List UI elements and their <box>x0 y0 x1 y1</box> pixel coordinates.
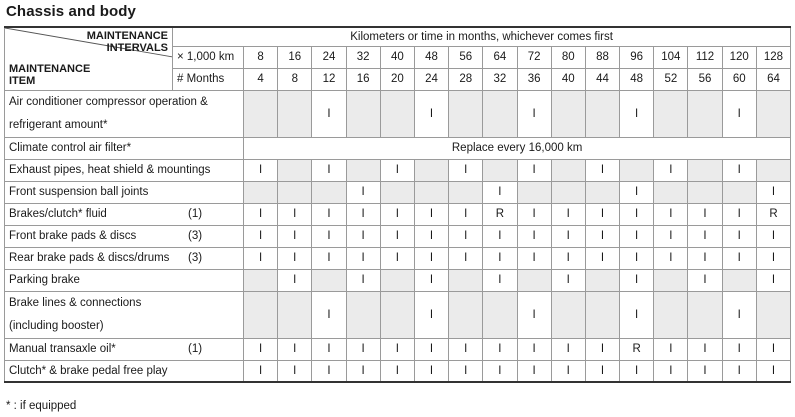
maintenance-item-name: Front brake pads & discs (3) <box>5 225 244 247</box>
schedule-cell: I <box>380 225 414 247</box>
schedule-cell: I <box>517 159 551 181</box>
schedule-cell <box>380 269 414 291</box>
schedule-cell <box>688 291 722 338</box>
schedule-cell <box>483 291 517 338</box>
schedule-cell <box>278 291 312 338</box>
schedule-cell: I <box>278 269 312 291</box>
schedule-cell: I <box>244 203 278 225</box>
schedule-cell <box>414 181 448 203</box>
schedule-cell: I <box>585 360 619 382</box>
maintenance-item-name: Climate control air filter* <box>5 137 244 159</box>
schedule-cell <box>380 181 414 203</box>
km-interval-cell: 120 <box>722 46 756 68</box>
schedule-cell <box>551 291 585 338</box>
interval-span-note: Replace every 16,000 km <box>244 137 791 159</box>
km-interval-cell: 96 <box>620 46 654 68</box>
schedule-cell: R <box>620 338 654 360</box>
schedule-cell <box>517 181 551 203</box>
table-row <box>5 159 791 181</box>
months-interval-cell: 36 <box>517 68 551 90</box>
schedule-cell: I <box>483 225 517 247</box>
schedule-cell <box>244 269 278 291</box>
schedule-cell: I <box>380 247 414 269</box>
schedule-cell: I <box>688 225 722 247</box>
maintenance-item-name: Air conditioner compressor operation & refrigerant amount* <box>5 90 244 137</box>
schedule-cell: I <box>654 247 688 269</box>
item-note-reference: (3) <box>188 230 203 242</box>
schedule-cell: I <box>414 225 448 247</box>
item-note-reference: (1) <box>188 343 203 355</box>
table-row <box>5 291 791 338</box>
table-row <box>5 181 791 203</box>
months-interval-cell: 48 <box>620 68 654 90</box>
schedule-cell <box>585 269 619 291</box>
schedule-cell: I <box>585 225 619 247</box>
km-interval-cell: 32 <box>346 46 380 68</box>
schedule-cell: I <box>620 360 654 382</box>
schedule-cell: I <box>654 225 688 247</box>
km-interval-cell: 128 <box>756 46 790 68</box>
schedule-cell: I <box>654 203 688 225</box>
schedule-cell: I <box>414 291 448 338</box>
schedule-cell <box>551 159 585 181</box>
schedule-cell: I <box>688 247 722 269</box>
schedule-cell <box>483 90 517 137</box>
item-note-reference: (3) <box>188 252 203 264</box>
schedule-cell: I <box>244 225 278 247</box>
table-row <box>5 137 791 159</box>
km-interval-cell: 24 <box>312 46 346 68</box>
schedule-cell: I <box>414 360 448 382</box>
schedule-cell <box>244 90 278 137</box>
schedule-cell <box>551 181 585 203</box>
schedule-cell: I <box>346 247 380 269</box>
schedule-cell: I <box>244 247 278 269</box>
interval-span-title: Kilometers or time in months, whichever comes first <box>173 27 791 46</box>
schedule-cell <box>312 181 346 203</box>
schedule-cell: I <box>380 203 414 225</box>
schedule-cell: I <box>585 247 619 269</box>
schedule-cell: I <box>722 247 756 269</box>
schedule-cell: I <box>620 90 654 137</box>
schedule-cell: I <box>654 159 688 181</box>
km-interval-cell: 16 <box>278 46 312 68</box>
schedule-cell: I <box>380 159 414 181</box>
schedule-cell: I <box>483 338 517 360</box>
schedule-cell: I <box>620 269 654 291</box>
months-interval-cell: 40 <box>551 68 585 90</box>
schedule-cell: I <box>346 181 380 203</box>
maintenance-item-name: Brake lines & connections (including booster) <box>5 291 244 338</box>
schedule-cell: I <box>312 247 346 269</box>
maintenance-item-label: MAINTENANCE ITEM <box>9 62 91 87</box>
schedule-cell: I <box>756 225 790 247</box>
km-interval-cell: 48 <box>414 46 448 68</box>
schedule-cell: I <box>278 360 312 382</box>
months-interval-cell: 28 <box>449 68 483 90</box>
schedule-cell <box>756 159 790 181</box>
maintenance-intervals-label: MAINTENANCE INTERVALS <box>86 30 168 54</box>
table-row <box>5 203 791 225</box>
schedule-cell: I <box>449 247 483 269</box>
schedule-cell: I <box>449 338 483 360</box>
schedule-cell: I <box>688 360 722 382</box>
km-interval-cell: 40 <box>380 46 414 68</box>
schedule-cell: I <box>312 90 346 137</box>
schedule-cell <box>312 269 346 291</box>
schedule-cell: I <box>756 247 790 269</box>
schedule-cell: I <box>551 338 585 360</box>
schedule-cell: I <box>654 338 688 360</box>
schedule-cell <box>278 90 312 137</box>
schedule-cell: I <box>722 338 756 360</box>
schedule-cell <box>517 269 551 291</box>
schedule-cell: I <box>380 338 414 360</box>
schedule-cell <box>483 159 517 181</box>
section-title: Chassis and body <box>6 3 136 20</box>
table-row <box>5 338 791 360</box>
schedule-cell: I <box>551 360 585 382</box>
schedule-cell: I <box>312 338 346 360</box>
schedule-cell: I <box>483 181 517 203</box>
schedule-cell <box>244 181 278 203</box>
months-interval-cell: 8 <box>278 68 312 90</box>
schedule-cell: I <box>414 90 448 137</box>
schedule-cell: I <box>688 338 722 360</box>
schedule-cell: I <box>654 360 688 382</box>
maintenance-item-name: Parking brake <box>5 269 244 291</box>
schedule-cell <box>688 90 722 137</box>
months-interval-cell: 60 <box>722 68 756 90</box>
item-note-reference: (1) <box>188 208 203 220</box>
months-interval-cell: 24 <box>414 68 448 90</box>
schedule-cell: I <box>312 291 346 338</box>
schedule-cell <box>380 90 414 137</box>
maintenance-schedule-table <box>4 26 791 383</box>
km-interval-cell: 72 <box>517 46 551 68</box>
schedule-cell: I <box>414 247 448 269</box>
schedule-cell: I <box>346 203 380 225</box>
schedule-cell <box>414 159 448 181</box>
schedule-cell <box>654 269 688 291</box>
months-interval-cell: 52 <box>654 68 688 90</box>
months-label: # Months <box>173 68 244 90</box>
km-interval-cell: 112 <box>688 46 722 68</box>
schedule-cell: I <box>278 247 312 269</box>
schedule-cell: I <box>722 360 756 382</box>
schedule-cell <box>585 181 619 203</box>
schedule-cell: I <box>312 159 346 181</box>
schedule-cell: R <box>483 203 517 225</box>
schedule-cell: I <box>346 360 380 382</box>
maintenance-item-name: Clutch* & brake pedal free play <box>5 360 244 382</box>
schedule-cell: I <box>244 159 278 181</box>
schedule-cell: I <box>517 360 551 382</box>
months-interval-cell: 12 <box>312 68 346 90</box>
schedule-cell: I <box>414 203 448 225</box>
schedule-cell <box>278 159 312 181</box>
schedule-cell <box>449 291 483 338</box>
km-interval-cell: 80 <box>551 46 585 68</box>
schedule-cell <box>346 291 380 338</box>
schedule-cell <box>756 291 790 338</box>
schedule-cell: I <box>756 181 790 203</box>
schedule-cell <box>346 90 380 137</box>
schedule-cell <box>654 291 688 338</box>
schedule-cell: I <box>517 203 551 225</box>
schedule-cell: I <box>722 203 756 225</box>
schedule-cell: I <box>620 291 654 338</box>
schedule-cell: I <box>585 159 619 181</box>
schedule-cell: I <box>756 338 790 360</box>
footnote: * : if equipped <box>6 400 77 412</box>
schedule-cell <box>722 269 756 291</box>
schedule-cell <box>585 291 619 338</box>
table-row <box>5 269 791 291</box>
table-row <box>5 247 791 269</box>
header-diagonal-cell <box>5 27 173 90</box>
schedule-cell: I <box>449 225 483 247</box>
schedule-cell <box>620 159 654 181</box>
months-interval-cell: 20 <box>380 68 414 90</box>
schedule-cell: I <box>517 90 551 137</box>
schedule-cell <box>449 90 483 137</box>
schedule-cell: I <box>517 225 551 247</box>
schedule-cell: I <box>756 269 790 291</box>
schedule-cell: I <box>312 360 346 382</box>
schedule-cell: I <box>551 247 585 269</box>
schedule-cell <box>585 90 619 137</box>
schedule-cell <box>688 181 722 203</box>
maintenance-item-name: Manual transaxle oil* (1) <box>5 338 244 360</box>
schedule-cell: I <box>585 203 619 225</box>
months-interval-cell: 4 <box>244 68 278 90</box>
km-interval-cell: 8 <box>244 46 278 68</box>
km-interval-cell: 104 <box>654 46 688 68</box>
maintenance-item-name: Exhaust pipes, heat shield & mountings <box>5 159 244 181</box>
schedule-cell: I <box>278 225 312 247</box>
schedule-cell: I <box>483 360 517 382</box>
schedule-cell: I <box>449 159 483 181</box>
table-row <box>5 90 791 137</box>
months-interval-cell: 64 <box>756 68 790 90</box>
schedule-cell <box>654 90 688 137</box>
maintenance-item-name: Rear brake pads & discs/drums (3) <box>5 247 244 269</box>
schedule-cell: I <box>244 360 278 382</box>
schedule-cell: I <box>620 181 654 203</box>
months-interval-cell: 56 <box>688 68 722 90</box>
schedule-cell: I <box>312 203 346 225</box>
schedule-cell: I <box>380 360 414 382</box>
schedule-cell: I <box>244 338 278 360</box>
schedule-cell: I <box>585 338 619 360</box>
schedule-cell: I <box>722 291 756 338</box>
schedule-cell: I <box>346 269 380 291</box>
km-interval-cell: 88 <box>585 46 619 68</box>
schedule-cell: I <box>722 90 756 137</box>
schedule-cell: R <box>756 203 790 225</box>
schedule-cell <box>278 181 312 203</box>
schedule-cell: I <box>620 203 654 225</box>
schedule-cell: I <box>483 247 517 269</box>
schedule-cell: I <box>449 360 483 382</box>
schedule-cell: I <box>688 269 722 291</box>
schedule-cell: I <box>620 225 654 247</box>
schedule-cell: I <box>722 159 756 181</box>
schedule-cell: I <box>312 225 346 247</box>
schedule-cell: I <box>483 269 517 291</box>
schedule-cell <box>654 181 688 203</box>
schedule-cell <box>380 291 414 338</box>
months-interval-cell: 44 <box>585 68 619 90</box>
maintenance-item-name: Front suspension ball joints <box>5 181 244 203</box>
km-interval-cell: 56 <box>449 46 483 68</box>
months-interval-cell: 32 <box>483 68 517 90</box>
schedule-cell: I <box>346 338 380 360</box>
schedule-cell: I <box>551 203 585 225</box>
schedule-cell: I <box>756 360 790 382</box>
schedule-cell: I <box>414 269 448 291</box>
schedule-cell: I <box>722 225 756 247</box>
schedule-cell <box>346 159 380 181</box>
schedule-cell: I <box>517 291 551 338</box>
schedule-cell: I <box>517 247 551 269</box>
months-interval-cell: 16 <box>346 68 380 90</box>
table-row <box>5 225 791 247</box>
maintenance-item-name: Brakes/clutch* fluid (1) <box>5 203 244 225</box>
schedule-cell: I <box>551 269 585 291</box>
table-row <box>5 360 791 382</box>
schedule-cell <box>688 159 722 181</box>
schedule-cell <box>449 269 483 291</box>
schedule-cell: I <box>688 203 722 225</box>
schedule-cell <box>722 181 756 203</box>
schedule-cell <box>244 291 278 338</box>
schedule-cell: I <box>517 338 551 360</box>
schedule-cell: I <box>278 203 312 225</box>
schedule-cell: I <box>414 338 448 360</box>
schedule-cell: I <box>551 225 585 247</box>
schedule-cell: I <box>346 225 380 247</box>
schedule-cell <box>551 90 585 137</box>
schedule-cell <box>756 90 790 137</box>
schedule-cell: I <box>449 203 483 225</box>
schedule-cell <box>449 181 483 203</box>
km-interval-cell: 64 <box>483 46 517 68</box>
schedule-cell: I <box>620 247 654 269</box>
km-label: × 1,000 km <box>173 46 244 68</box>
schedule-cell: I <box>278 338 312 360</box>
